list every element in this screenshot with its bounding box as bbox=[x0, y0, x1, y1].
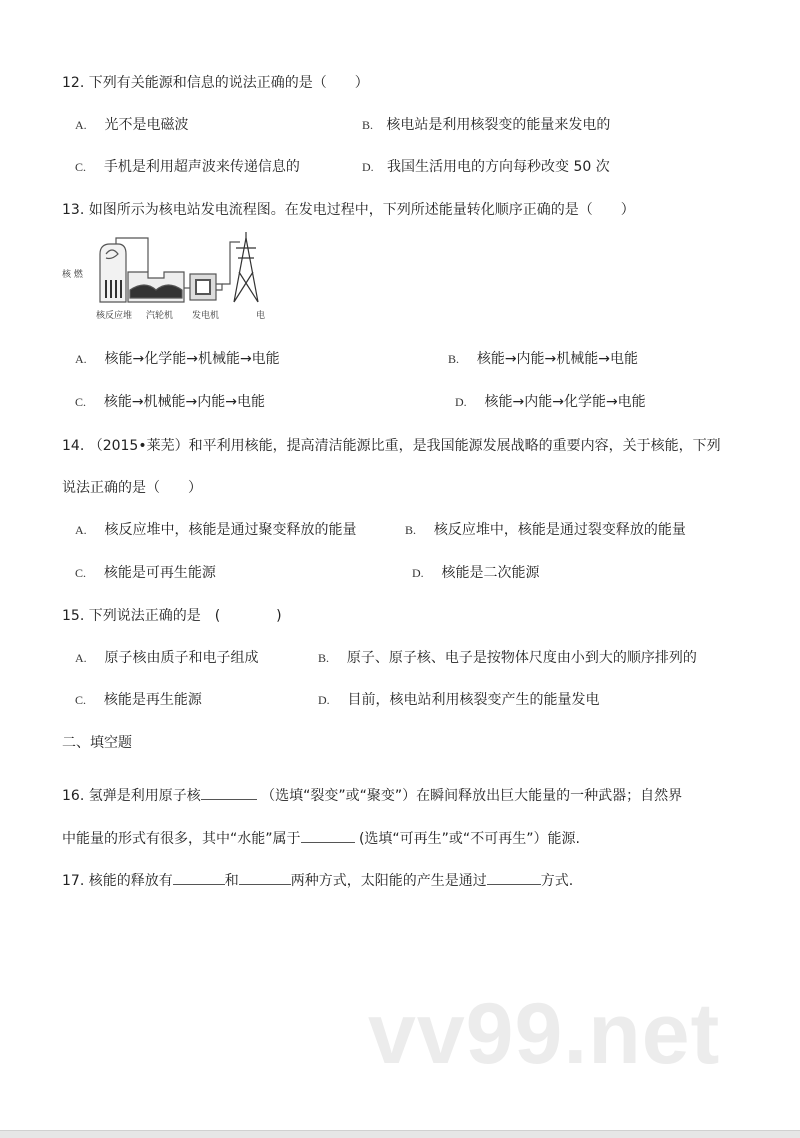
option-label: A. bbox=[75, 352, 87, 366]
option-text: 手机是利用超声波来传递信息的 bbox=[103, 159, 300, 175]
question-stem: 13. 如图所示为核电站发电流程图。在发电过程中，下列所述能量转化顺序正确的是（ ） bbox=[62, 202, 635, 218]
option-label: A. bbox=[75, 651, 87, 665]
option-label: D. bbox=[412, 566, 424, 580]
option-text: 光不是电磁波 bbox=[104, 117, 189, 133]
option-b bbox=[405, 520, 686, 540]
question-line bbox=[62, 828, 580, 849]
option-c bbox=[75, 690, 202, 710]
option-label: C. bbox=[75, 160, 87, 174]
section-heading: 二、填空题 bbox=[62, 735, 132, 751]
option-label: B. bbox=[448, 352, 460, 366]
option-label: C. bbox=[75, 566, 87, 580]
text: 方式. bbox=[540, 873, 574, 889]
question-stem: 14. （2015•莱芜）和平利用核能，提高清洁能源比重，是我国能源发展战略的重要内容，关于核能，下列 bbox=[62, 438, 721, 454]
option-d bbox=[362, 157, 610, 177]
option-label: B. bbox=[318, 651, 330, 665]
option-a bbox=[75, 349, 280, 369]
option-a bbox=[75, 520, 356, 540]
option-b bbox=[318, 648, 697, 668]
option-label: D. bbox=[318, 693, 330, 707]
option-text: 我国生活用电的方向每秒改变 50 次 bbox=[387, 159, 610, 175]
option-text: 原子核由质子和电子组成 bbox=[104, 650, 259, 666]
option-text: 核能→内能→化学能→电能 bbox=[484, 394, 646, 410]
question-stem-cont: 说法正确的是（ ） bbox=[62, 480, 202, 496]
option-label: D. bbox=[362, 160, 374, 174]
option-text: 核能→机械能→内能→电能 bbox=[103, 394, 266, 410]
text: (选填“可再生”或“不可再生”）能源. bbox=[358, 831, 580, 847]
option-label: C. bbox=[75, 693, 87, 707]
option-label: A. bbox=[75, 523, 87, 537]
question-stem: 12. 下列有关能源和信息的说法正确的是（ ） bbox=[62, 75, 369, 91]
fuel-label: 核 燃 bbox=[62, 270, 83, 280]
option-b bbox=[362, 115, 610, 135]
option-text: 核电站是利用核裂变的能量来发电的 bbox=[386, 117, 611, 133]
option-b bbox=[448, 349, 638, 369]
nuclear-plant-diagram bbox=[60, 232, 280, 328]
option-text: 原子、原子核、电子是按物体尺度由小到大的顺序排列的 bbox=[346, 650, 697, 666]
option-a bbox=[75, 648, 258, 668]
option-c bbox=[75, 157, 300, 177]
option-d bbox=[412, 563, 539, 583]
option-c bbox=[75, 392, 265, 412]
generator-label: 发电机 bbox=[192, 311, 220, 321]
option-text: 核能→内能→机械能→电能 bbox=[476, 351, 639, 367]
option-text: 核反应堆中，核能是通过聚变释放的能量 bbox=[104, 522, 357, 538]
text: 中能量的形式有很多，其中“水能”属于 bbox=[62, 831, 301, 847]
answer-blank[interactable] bbox=[173, 870, 225, 885]
answer-blank[interactable] bbox=[239, 870, 291, 885]
text: 两种方式，太阳能的产生是通过 bbox=[290, 873, 487, 889]
text: 17. 核能的释放有 bbox=[62, 873, 173, 889]
turbine-label: 汽轮机 bbox=[146, 311, 174, 321]
option-label: A. bbox=[75, 118, 87, 132]
answer-blank[interactable] bbox=[487, 870, 541, 885]
answer-blank[interactable] bbox=[201, 785, 257, 800]
option-d bbox=[455, 392, 646, 412]
option-label: B. bbox=[405, 523, 417, 537]
option-label: C. bbox=[75, 395, 87, 409]
watermark: vv99.net bbox=[368, 986, 721, 1082]
question-line bbox=[62, 785, 682, 806]
option-text: 核能是可再生能源 bbox=[103, 565, 216, 581]
option-text: 核反应堆中，核能是通过裂变释放的能量 bbox=[433, 522, 686, 538]
text: 16. 氢弹是利用原子核 bbox=[62, 788, 201, 804]
question-line bbox=[62, 870, 573, 891]
option-text: 核能是二次能源 bbox=[441, 565, 540, 581]
option-text: 核能是再生能源 bbox=[103, 692, 202, 708]
question-stem: 15. 下列说法正确的是 ( ) bbox=[62, 608, 282, 624]
text: 和 bbox=[224, 873, 239, 889]
answer-blank[interactable] bbox=[301, 828, 355, 843]
option-d bbox=[318, 690, 599, 710]
reactor-label: 核反应堆 bbox=[96, 311, 133, 321]
option-c bbox=[75, 563, 216, 583]
option-text: 核能→化学能→机械能→电能 bbox=[104, 351, 280, 367]
option-text: 目前，核电站利用核裂变产生的能量发电 bbox=[347, 692, 600, 708]
option-label: D. bbox=[455, 395, 467, 409]
option-label: B. bbox=[362, 118, 374, 132]
option-a bbox=[75, 115, 188, 135]
electricity-label: 电 bbox=[256, 311, 266, 321]
text: （选填“裂变”或“聚变”）在瞬间释放出巨大能量的一种武器；自然界 bbox=[261, 788, 683, 804]
